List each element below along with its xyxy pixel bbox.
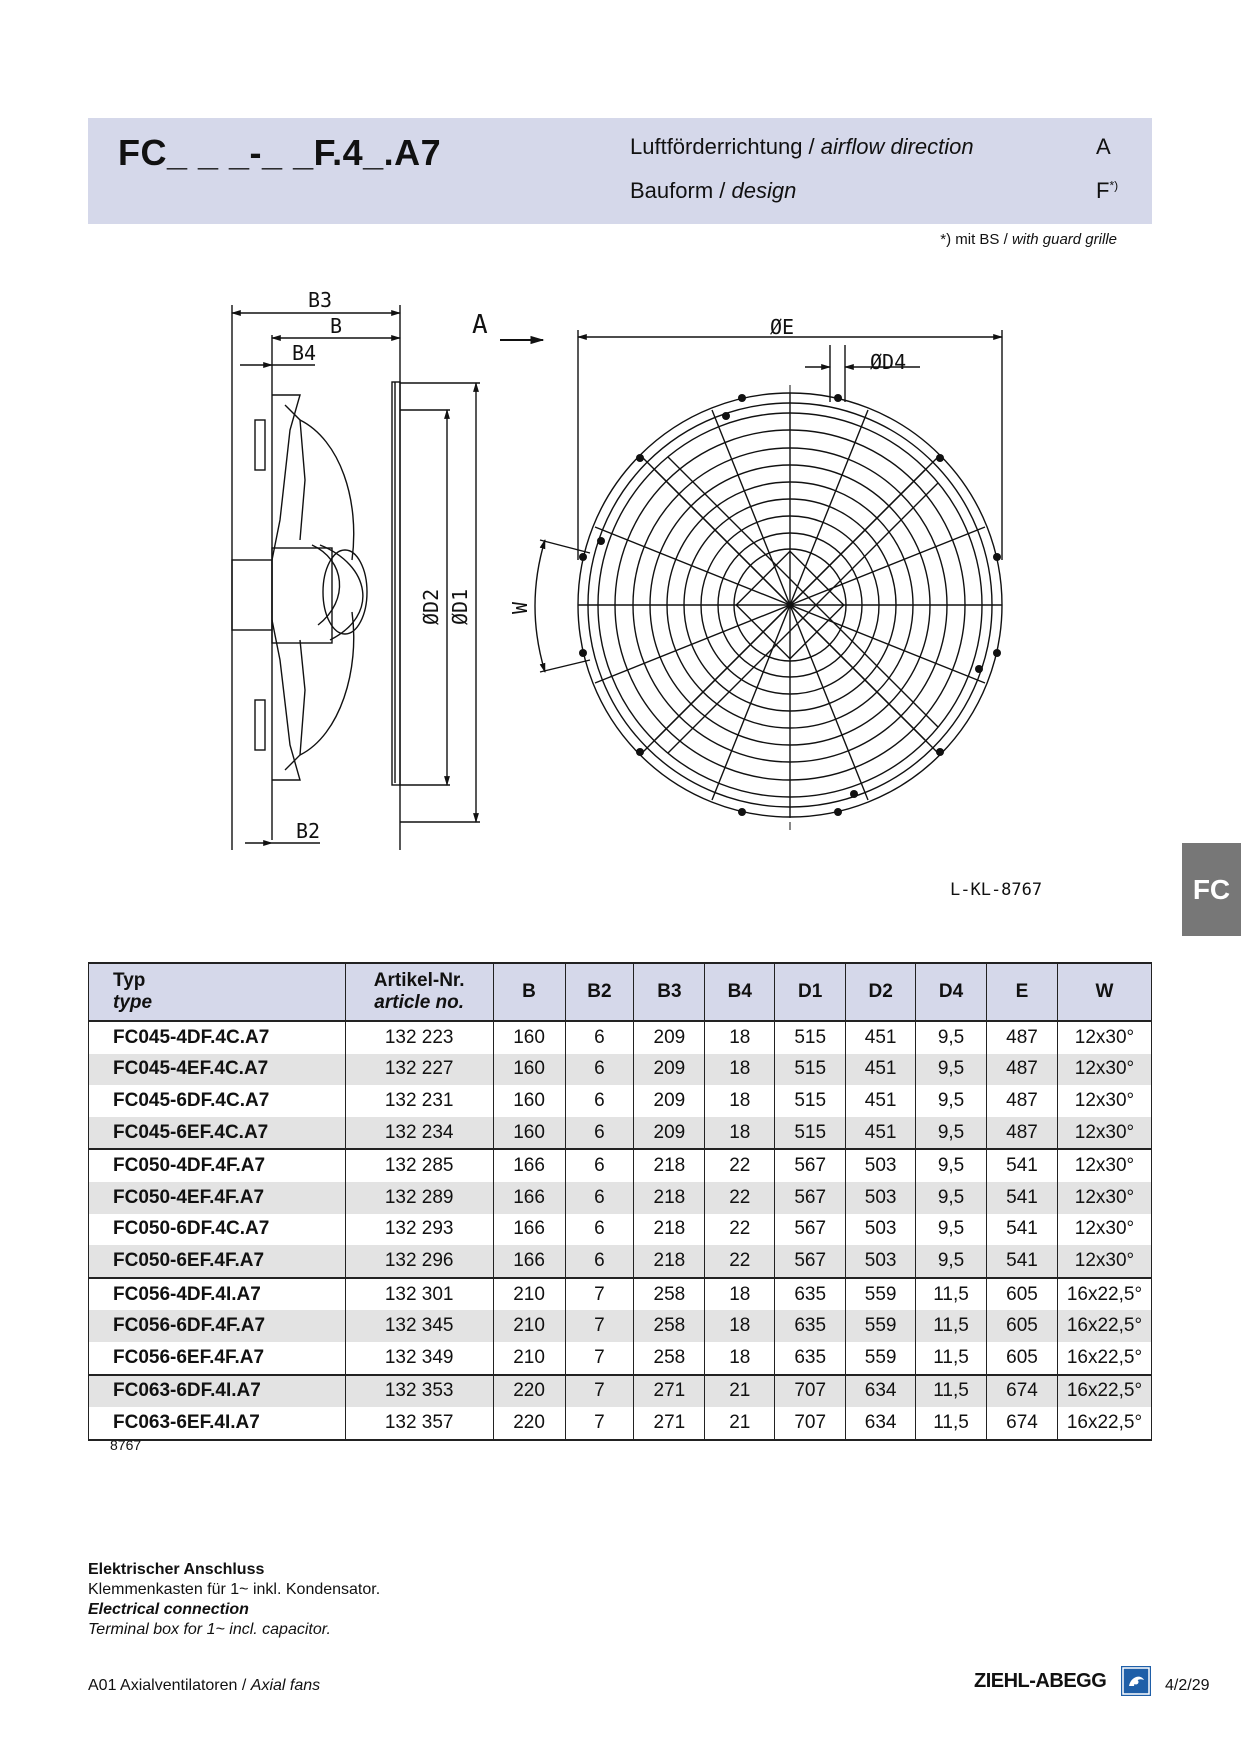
value-cell: 503 (846, 1182, 916, 1214)
type-cell: FC050-6EF.4F.A7 (89, 1245, 346, 1278)
value-cell: 16x22,5° (1057, 1342, 1151, 1375)
value-cell: 18 (705, 1054, 775, 1086)
table-row (89, 1407, 1152, 1440)
value-cell: 567 (775, 1182, 846, 1214)
col-header-b2: B2 (565, 963, 634, 1021)
type-cell: FC050-6DF.4C.A7 (89, 1214, 346, 1246)
value-cell: 674 (987, 1407, 1058, 1440)
value-cell: 503 (846, 1214, 916, 1246)
value-cell: 541 (987, 1149, 1058, 1182)
value-cell: 7 (565, 1375, 634, 1408)
value-cell: 9,5 (916, 1245, 987, 1278)
value-cell: 6 (565, 1021, 634, 1054)
value-cell: 634 (846, 1375, 916, 1408)
value-cell: 18 (705, 1085, 775, 1117)
value-cell: 22 (705, 1214, 775, 1246)
value-cell: 21 (705, 1375, 775, 1408)
value-cell: 271 (634, 1407, 705, 1440)
value-cell: 7 (565, 1310, 634, 1342)
value-cell: 210 (493, 1342, 565, 1375)
value-cell: 18 (705, 1342, 775, 1375)
value-cell: 9,5 (916, 1085, 987, 1117)
value-cell: 605 (987, 1278, 1058, 1311)
value-cell: 166 (493, 1214, 565, 1246)
value-cell: 515 (775, 1085, 846, 1117)
value-cell: 132 231 (345, 1085, 493, 1117)
design-label: Bauform / design (630, 178, 797, 203)
col-header-w: W (1057, 963, 1151, 1021)
value-cell: 515 (775, 1054, 846, 1086)
value-cell: 11,5 (916, 1342, 987, 1375)
table-row (89, 1310, 1152, 1342)
col-header-b4: B4 (705, 963, 775, 1021)
type-cell: FC056-6DF.4F.A7 (89, 1310, 346, 1342)
value-cell: 132 285 (345, 1149, 493, 1182)
value-cell: 674 (987, 1375, 1058, 1408)
value-cell: 635 (775, 1310, 846, 1342)
value-cell: 6 (565, 1182, 634, 1214)
table-row (89, 1054, 1152, 1086)
value-cell: 451 (846, 1054, 916, 1086)
value-cell: 9,5 (916, 1117, 987, 1150)
value-cell: 515 (775, 1021, 846, 1054)
dim-b2-label: B2 (296, 819, 321, 843)
value-cell: 12x30° (1057, 1245, 1151, 1278)
value-cell: 132 353 (345, 1375, 493, 1408)
value-cell: 7 (565, 1278, 634, 1311)
type-cell: FC045-6DF.4C.A7 (89, 1085, 346, 1117)
value-cell: 541 (987, 1182, 1058, 1214)
brand-name: ZIEHL-ABEGG (974, 1670, 1107, 1692)
value-cell: 503 (846, 1245, 916, 1278)
col-header-type: Typ type (89, 963, 346, 1021)
value-cell: 567 (775, 1214, 846, 1246)
table-note: 8767 (110, 1437, 142, 1453)
value-cell: 132 289 (345, 1182, 493, 1214)
value-cell: 635 (775, 1278, 846, 1311)
value-cell: 6 (565, 1054, 634, 1086)
electrical-text-en: Terminal box for 1~ incl. capacitor. (88, 1621, 331, 1638)
col-header-b3: B3 (634, 963, 705, 1021)
col-header-d4: D4 (916, 963, 987, 1021)
value-cell: 12x30° (1057, 1054, 1151, 1086)
value-cell: 6 (565, 1149, 634, 1182)
value-cell: 11,5 (916, 1310, 987, 1342)
footer-section: A01 Axialventilatoren / Axial fans (88, 1677, 321, 1694)
value-cell: 7 (565, 1342, 634, 1375)
value-cell: 559 (846, 1342, 916, 1375)
value-cell: 6 (565, 1085, 634, 1117)
electrical-connection (88, 1560, 380, 1640)
value-cell: 209 (634, 1054, 705, 1086)
value-cell: 160 (493, 1085, 565, 1117)
table-row (89, 1149, 1152, 1182)
value-cell: 22 (705, 1182, 775, 1214)
value-cell: 166 (493, 1182, 565, 1214)
value-cell: 487 (987, 1117, 1058, 1150)
type-cell: FC050-4DF.4F.A7 (89, 1149, 346, 1182)
value-cell: 209 (634, 1085, 705, 1117)
value-cell: 16x22,5° (1057, 1310, 1151, 1342)
value-cell: 7 (565, 1407, 634, 1440)
value-cell: 567 (775, 1245, 846, 1278)
value-cell: 220 (493, 1407, 565, 1440)
value-cell: 132 223 (345, 1021, 493, 1054)
value-cell: 12x30° (1057, 1021, 1151, 1054)
type-cell: FC056-4DF.4I.A7 (89, 1278, 346, 1311)
value-cell: 11,5 (916, 1375, 987, 1408)
value-cell: 132 357 (345, 1407, 493, 1440)
col-header-b: B (493, 963, 565, 1021)
value-cell: 18 (705, 1021, 775, 1054)
dim-b3-label: B3 (308, 288, 333, 312)
value-cell: 9,5 (916, 1021, 987, 1054)
dim-b-label: B (330, 314, 343, 338)
value-cell: 635 (775, 1342, 846, 1375)
value-cell: 16x22,5° (1057, 1278, 1151, 1311)
value-cell: 487 (987, 1021, 1058, 1054)
value-cell: 132 301 (345, 1278, 493, 1311)
value-cell: 559 (846, 1278, 916, 1311)
value-cell: 218 (634, 1149, 705, 1182)
value-cell: 220 (493, 1375, 565, 1408)
value-cell: 258 (634, 1278, 705, 1311)
value-cell: 218 (634, 1182, 705, 1214)
value-cell: 6 (565, 1214, 634, 1246)
value-cell: 18 (705, 1117, 775, 1150)
airflow-arrow (472, 310, 543, 340)
value-cell: 541 (987, 1245, 1058, 1278)
value-cell: 487 (987, 1054, 1058, 1086)
design-value: F*) (1096, 178, 1119, 203)
value-cell: 559 (846, 1310, 916, 1342)
value-cell: 18 (705, 1310, 775, 1342)
value-cell: 160 (493, 1054, 565, 1086)
value-cell: 166 (493, 1245, 565, 1278)
table-body (89, 1021, 1152, 1440)
value-cell: 166 (493, 1149, 565, 1182)
electrical-title-en: Electrical connection (88, 1601, 249, 1618)
col-header-e: E (987, 963, 1058, 1021)
value-cell: 209 (634, 1021, 705, 1054)
table-row (89, 1375, 1152, 1408)
value-cell: 258 (634, 1310, 705, 1342)
col-header-article: Artikel-Nr. article no. (345, 963, 493, 1021)
type-cell: FC063-6DF.4I.A7 (89, 1375, 346, 1408)
value-cell: 132 296 (345, 1245, 493, 1278)
dim-d1-label: ØD1 (448, 588, 472, 625)
value-cell: 132 345 (345, 1310, 493, 1342)
side-view (232, 305, 480, 850)
value-cell: 515 (775, 1117, 846, 1150)
value-cell: 12x30° (1057, 1182, 1151, 1214)
table-row (89, 1278, 1152, 1311)
value-cell: 6 (565, 1117, 634, 1150)
table-row (89, 1117, 1152, 1150)
value-cell: 160 (493, 1117, 565, 1150)
type-cell: FC050-4EF.4F.A7 (89, 1182, 346, 1214)
value-cell: 218 (634, 1214, 705, 1246)
dim-e-label: ØE (770, 315, 795, 339)
page-number: 4/2/29 (1165, 1677, 1210, 1694)
value-cell: 16x22,5° (1057, 1407, 1151, 1440)
electrical-text-de: Klemmenkasten für 1~ inkl. Kondensator. (88, 1581, 381, 1598)
value-cell: 707 (775, 1407, 846, 1440)
specification-table (88, 962, 1152, 1441)
type-cell: FC045-4DF.4C.A7 (89, 1021, 346, 1054)
value-cell: 22 (705, 1149, 775, 1182)
value-cell: 451 (846, 1117, 916, 1150)
value-cell: 9,5 (916, 1054, 987, 1086)
table-header-row (89, 963, 1152, 1021)
table-row (89, 1085, 1152, 1117)
value-cell: 6 (565, 1245, 634, 1278)
value-cell: 18 (705, 1278, 775, 1311)
value-cell: 503 (846, 1149, 916, 1182)
value-cell: 541 (987, 1214, 1058, 1246)
value-cell: 12x30° (1057, 1117, 1151, 1150)
col-header-d2: D2 (846, 963, 916, 1021)
value-cell: 451 (846, 1021, 916, 1054)
value-cell: 567 (775, 1149, 846, 1182)
footnote: *) mit BS / with guard grille (940, 231, 1117, 248)
type-cell: FC056-6EF.4F.A7 (89, 1342, 346, 1375)
table-row (89, 1182, 1152, 1214)
value-cell: 209 (634, 1117, 705, 1150)
value-cell: 16x22,5° (1057, 1375, 1151, 1408)
dim-d2-label: ØD2 (419, 588, 443, 625)
brand-logo-icon (1121, 1666, 1151, 1696)
value-cell: 258 (634, 1342, 705, 1375)
value-cell: 132 234 (345, 1117, 493, 1150)
type-cell: FC063-6EF.4I.A7 (89, 1407, 346, 1440)
electrical-title-de: Elektrischer Anschluss (88, 1561, 265, 1578)
table-row (89, 1245, 1152, 1278)
value-cell: 271 (634, 1375, 705, 1408)
dim-d4-label: ØD4 (870, 350, 907, 374)
value-cell: 634 (846, 1407, 916, 1440)
front-view (535, 330, 1002, 830)
value-cell: 9,5 (916, 1149, 987, 1182)
dim-w-label: W (508, 601, 532, 614)
type-cell: FC045-6EF.4C.A7 (89, 1117, 346, 1150)
value-cell: 132 349 (345, 1342, 493, 1375)
value-cell: 132 227 (345, 1054, 493, 1086)
table-row (89, 1342, 1152, 1375)
technical-drawing (0, 270, 1060, 910)
value-cell: 22 (705, 1245, 775, 1278)
drawing-reference: L-KL-8767 (950, 880, 1043, 900)
value-cell: 12x30° (1057, 1214, 1151, 1246)
value-cell: 160 (493, 1021, 565, 1054)
value-cell: 605 (987, 1342, 1058, 1375)
dim-b4-label: B4 (292, 341, 317, 365)
svg-text:A: A (472, 310, 488, 340)
airflow-direction-value: A (1096, 134, 1111, 159)
value-cell: 12x30° (1057, 1085, 1151, 1117)
airflow-direction-label: Luftförderrichtung / airflow direction (630, 134, 974, 159)
section-tab: FC (1182, 843, 1241, 936)
value-cell: 605 (987, 1310, 1058, 1342)
value-cell: 210 (493, 1278, 565, 1311)
table-row (89, 1021, 1152, 1054)
value-cell: 210 (493, 1310, 565, 1342)
header-band (88, 118, 1152, 224)
value-cell: 9,5 (916, 1214, 987, 1246)
value-cell: 487 (987, 1085, 1058, 1117)
value-cell: 218 (634, 1245, 705, 1278)
value-cell: 12x30° (1057, 1149, 1151, 1182)
product-title: FC_ _ _-_ _F.4_.A7 (118, 132, 442, 173)
value-cell: 11,5 (916, 1407, 987, 1440)
value-cell: 132 293 (345, 1214, 493, 1246)
type-cell: FC045-4EF.4C.A7 (89, 1054, 346, 1086)
col-header-d1: D1 (775, 963, 846, 1021)
table-row (89, 1214, 1152, 1246)
value-cell: 11,5 (916, 1278, 987, 1311)
value-cell: 9,5 (916, 1182, 987, 1214)
value-cell: 451 (846, 1085, 916, 1117)
value-cell: 21 (705, 1407, 775, 1440)
value-cell: 707 (775, 1375, 846, 1408)
